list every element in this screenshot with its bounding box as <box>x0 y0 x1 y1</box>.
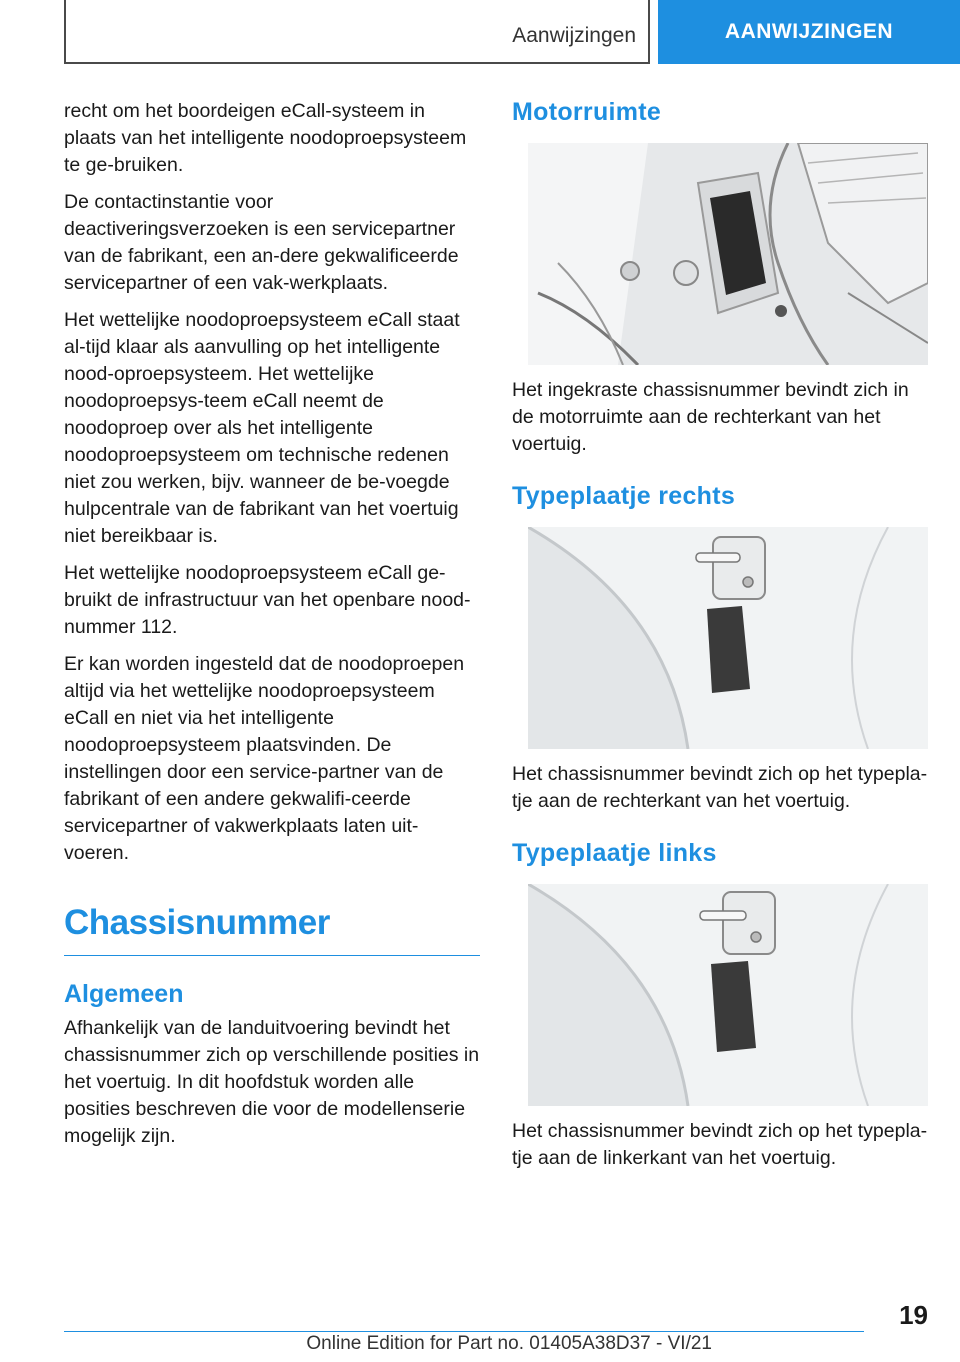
section-title-typeplaatje-links: Typeplaatje links <box>512 839 717 867</box>
paragraph: De contactinstantie voor deactiveringsverzoeken is een servicepartner van de fabrikant, een an-dere gekwalificeerde servicepartner of een vak-werkplaats. <box>64 191 459 294</box>
paragraph: Er kan worden ingesteld dat de noodoproepen altijd via het wettelijke noodoproepsysteem eCall en niet via het intelligente noodoproepsysteem plaatsvinden. De instellingen door een service-partner van de fabrikant of een andere gekwalifi-ceerde servicepartner of vakwerkplaats laten uit-voeren. <box>64 653 465 864</box>
paragraph: recht om het boordeigen eCall-systeem in plaats van het intelligente noodoproepsysteem te ge-bruiken. <box>64 100 467 176</box>
footer-edition: Online Edition for Part no. 01405A38D37 - VI/21 <box>306 1333 712 1354</box>
paragraph: Het wettelijke noodoproepsysteem eCall staat al-tijd klaar als aanvulling op het intelligente nood-oproepsysteem. Het wettelijke noodoproepsys-teem eCall neemt de noodoproep over als het intelligente noodoproepsysteem om technische redenen niet zou werken, bijv. wanneer de be-voegde hulpcentrale van de fabrikant van het voertuig niet bereikbaar is. <box>64 309 460 547</box>
caption-motorruimte: Het ingekraste chassisnummer bevindt zich in de motorruimte aan de rechterkant van het voertuig. <box>512 379 909 455</box>
engine-compartment-photo-icon <box>528 143 928 365</box>
chapter-title: Chassisnummer <box>64 903 480 956</box>
caption-typeplaatje-rechts: Het chassisnummer bevindt zich op het typepla-tje aan de rechterkant van het voertuig. <box>512 763 928 812</box>
header-frame <box>64 0 650 64</box>
door-pillar-type-plate-photo-icon <box>528 527 928 749</box>
subheading: Algemeen <box>64 980 184 1008</box>
general-text: Afhankelijk van de landuitvoering bevindt het chassisnummer zich op verschillende posities in het voertuig. In dit hoofdstuk worden alle posities beschreven die voor de modellenserie mogelijk zijn. <box>64 1017 480 1147</box>
engine-compartment-photo <box>528 143 928 365</box>
type-plate-right-photo <box>528 527 928 749</box>
caption-typeplaatje-links: Het chassisnummer bevindt zich op het typepla-tje aan de linkerkant van het voertuig. <box>512 1120 928 1169</box>
left-column <box>64 98 480 1160</box>
paragraph: Het wettelijke noodoproepsysteem eCall ge-bruikt de infrastructuur van het openbare nood-nummer 112. <box>64 562 471 638</box>
type-plate-left-photo <box>528 884 928 1106</box>
header-chapter-tab[interactable]: AANWIJZINGEN <box>658 0 960 64</box>
footer-divider <box>64 1331 864 1332</box>
section-title-typeplaatje-rechts: Typeplaatje rechts <box>512 482 736 510</box>
right-column <box>512 98 928 1196</box>
header-section-title: Aanwijzingen <box>512 24 636 47</box>
page-number: 19 <box>899 1300 928 1330</box>
section-title-motorruimte: Motorruimte <box>512 98 662 126</box>
door-pillar-type-plate-photo-icon <box>528 884 928 1106</box>
